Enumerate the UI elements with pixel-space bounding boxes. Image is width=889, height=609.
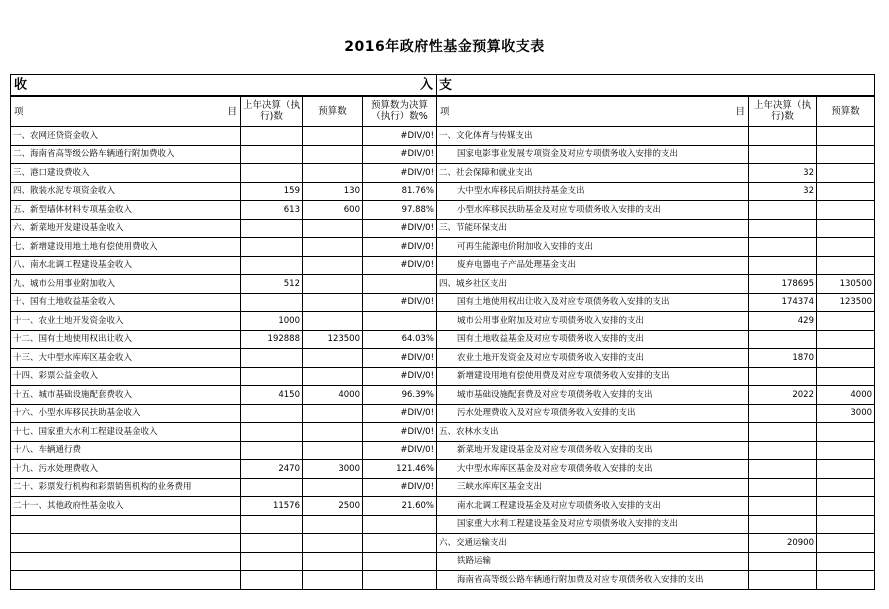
expense-item-cell: 国有土地使用权出让收入及对应专项债务收入安排的支出 [437,293,749,312]
ratio-cell: 121.46% [363,460,437,479]
income-item-cell [11,534,241,553]
ratio-cell: 81.76% [363,182,437,201]
expense-item-cell: 二、社会保障和就业支出 [437,164,749,183]
table-row [11,386,875,405]
budget-cell: 123500 [303,330,363,349]
income-item-cell: 十四、彩票公益金收入 [11,367,241,386]
prev-actual-cell: 192888 [241,330,303,349]
ratio-cell: #DIV/0! [363,367,437,386]
table-row [11,460,875,479]
table-row [11,367,875,386]
exp-prev-actual-header: 上年决算（执行)数 [749,96,817,127]
expense-item-cell: 新菜地开发建设基金及对应专项债务收入安排的支出 [437,441,749,460]
prev-actual-cell [241,552,303,571]
ratio-cell [363,515,437,534]
expense-item-cell: 三峡水库库区基金支出 [437,478,749,497]
budget-cell [303,534,363,553]
exp-prev-actual-cell [749,460,817,479]
income-label-right: 入 [419,77,433,93]
column-header-row [11,96,875,127]
budget-cell [303,293,363,312]
exp-budget-cell [817,145,875,164]
exp-budget-cell [817,330,875,349]
exp-budget-cell [817,182,875,201]
ratio-cell: #DIV/0! [363,293,437,312]
prev-actual-cell: 4150 [241,386,303,405]
exp-prev-actual-cell: 2022 [749,386,817,405]
exp-prev-actual-cell [749,515,817,534]
income-item-cell: 五、新型墙体材料专项基金收入 [11,201,241,220]
expense-item-cell: 大中型水库移民后期扶持基金支出 [437,182,749,201]
budget-cell [303,312,363,331]
table-row [11,201,875,220]
exp-prev-actual-cell [749,219,817,238]
table-row [11,219,875,238]
budget-cell [303,515,363,534]
exp-budget-cell [817,238,875,257]
exp-prev-actual-cell: 32 [749,182,817,201]
expense-item-cell: 城市基础设施配套费及对应专项债务收入安排的支出 [437,386,749,405]
exp-budget-cell [817,219,875,238]
budget-cell [303,275,363,294]
prev-actual-cell [241,293,303,312]
table-row [11,571,875,590]
exp-prev-actual-cell [749,256,817,275]
exp-budget-header: 预算数 [817,96,875,127]
ratio-cell: 64.03% [363,330,437,349]
table-row [11,145,875,164]
section-header-row [11,75,875,97]
budget-cell [303,441,363,460]
income-item-cell: 八、南水北调工程建设基金收入 [11,256,241,275]
budget-header: 预算数 [303,96,363,127]
expense-item-cell: 五、农林水支出 [437,423,749,442]
table-row [11,256,875,275]
expense-item-cell: 国家重大水利工程建设基金及对应专项债务收入安排的支出 [437,515,749,534]
exp-prev-actual-cell [749,404,817,423]
ratio-cell: #DIV/0! [363,164,437,183]
table-row [11,275,875,294]
budget-cell [303,238,363,257]
table-row [11,312,875,331]
expense-section-header: 支 [437,75,875,97]
income-item-cell: 十六、小型水库移民扶助基金收入 [11,404,241,423]
table-row [11,552,875,571]
ratio-cell [363,534,437,553]
prev-actual-cell [241,478,303,497]
exp-prev-actual-cell [749,238,817,257]
income-item-cell: 十九、污水处理费收入 [11,460,241,479]
income-label: 收 [14,77,28,93]
ratio-cell [363,552,437,571]
exp-prev-actual-cell [749,423,817,442]
income-item-cell: 十七、国家重大水利工程建设基金收入 [11,423,241,442]
exp-prev-actual-cell: 429 [749,312,817,331]
table-row [11,330,875,349]
income-item-cell [11,515,241,534]
income-item-cell: 六、新菜地开发建设基金收入 [11,219,241,238]
expense-item-cell: 国家电影事业发展专项资金及对应专项债务收入安排的支出 [437,145,749,164]
table-row [11,534,875,553]
expense-item-cell: 三、节能环保支出 [437,219,749,238]
ratio-cell: #DIV/0! [363,441,437,460]
ratio-cell: 97.88% [363,201,437,220]
budget-cell [303,219,363,238]
prev-actual-cell [241,164,303,183]
income-item-cell: 三、港口建设费收入 [11,164,241,183]
exp-item-header-right: 目 [735,105,745,117]
exp-budget-cell [817,201,875,220]
exp-budget-cell [817,478,875,497]
exp-budget-cell [817,349,875,368]
expense-item-cell: 铁路运输 [437,552,749,571]
prev-actual-cell: 1000 [241,312,303,331]
income-item-cell: 一、农网还贷资金收入 [11,127,241,146]
expense-item-cell: 新增建设用地有偿使用费及对应专项债务收入安排的支出 [437,367,749,386]
prev-actual-cell [241,571,303,590]
prev-actual-cell: 2470 [241,460,303,479]
exp-budget-cell [817,164,875,183]
table-row [11,497,875,516]
exp-budget-cell [817,256,875,275]
prev-actual-cell [241,127,303,146]
budget-cell: 2500 [303,497,363,516]
budget-cell [303,349,363,368]
ratio-cell: #DIV/0! [363,238,437,257]
expense-item-cell: 污水处理费收入及对应专项债务收入安排的支出 [437,404,749,423]
prev-actual-cell: 11576 [241,497,303,516]
income-item-cell: 十三、大中型水库库区基金收入 [11,349,241,368]
table-row [11,515,875,534]
expense-item-cell: 可再生能源电价附加收入安排的支出 [437,238,749,257]
budget-cell [303,571,363,590]
income-item-cell: 十五、城市基础设施配套费收入 [11,386,241,405]
prev-actual-cell [241,534,303,553]
budget-cell [303,127,363,146]
exp-prev-actual-cell: 32 [749,164,817,183]
exp-budget-cell [817,127,875,146]
exp-budget-cell [817,515,875,534]
exp-prev-actual-cell: 1870 [749,349,817,368]
exp-item-header-left: 项 [440,105,450,117]
budget-cell [303,367,363,386]
budget-cell [303,478,363,497]
exp-budget-cell [817,441,875,460]
expense-item-cell: 海南省高等级公路车辆通行附加费及对应专项债务收入安排的支出 [437,571,749,590]
expense-item-header [437,96,749,127]
income-item-cell: 十二、国有土地使用权出让收入 [11,330,241,349]
income-section-header [11,75,437,97]
table-row [11,423,875,442]
exp-budget-cell [817,534,875,553]
expense-item-cell: 一、文化体育与传媒支出 [437,127,749,146]
expense-item-cell: 小型水库移民扶助基金及对应专项债务收入安排的支出 [437,201,749,220]
budget-table [10,74,875,590]
income-item-header [11,96,241,127]
exp-prev-actual-cell [749,201,817,220]
income-item-cell: 七、新增建设用地土地有偿使用费收入 [11,238,241,257]
income-item-cell: 二十、彩票发行机构和彩票销售机构的业务费用 [11,478,241,497]
exp-budget-cell: 123500 [817,293,875,312]
exp-prev-actual-cell [749,330,817,349]
item-header-right: 目 [227,105,237,117]
prev-actual-cell [241,219,303,238]
ratio-cell: #DIV/0! [363,256,437,275]
budget-cell [303,164,363,183]
budget-cell [303,145,363,164]
exp-budget-cell: 3000 [817,404,875,423]
ratio-cell [363,571,437,590]
income-item-cell: 四、散装水泥专项资金收入 [11,182,241,201]
income-item-cell: 二、海南省高等级公路车辆通行附加费收入 [11,145,241,164]
prev-actual-cell [241,423,303,442]
exp-prev-actual-cell: 20900 [749,534,817,553]
item-header-left: 项 [14,105,24,117]
table-row [11,127,875,146]
prev-actual-cell [241,404,303,423]
exp-prev-actual-cell [749,571,817,590]
budget-cell: 130 [303,182,363,201]
prev-actual-cell: 613 [241,201,303,220]
expense-item-cell: 南水北调工程建设基金及对应专项债务收入安排的支出 [437,497,749,516]
table-row [11,164,875,183]
table-row [11,349,875,368]
exp-budget-cell [817,552,875,571]
prev-actual-cell: 512 [241,275,303,294]
ratio-cell: #DIV/0! [363,349,437,368]
expense-item-cell: 农业土地开发资金及对应专项债务收入安排的支出 [437,349,749,368]
prev-actual-cell [241,238,303,257]
prev-actual-cell [241,349,303,368]
ratio-cell: #DIV/0! [363,478,437,497]
income-item-cell: 十一、农业土地开发资金收入 [11,312,241,331]
budget-cell [303,404,363,423]
exp-prev-actual-cell [749,145,817,164]
ratio-cell: #DIV/0! [363,127,437,146]
exp-budget-cell [817,460,875,479]
table-row [11,238,875,257]
prev-actual-cell [241,515,303,534]
exp-budget-cell: 130500 [817,275,875,294]
budget-cell [303,552,363,571]
budget-cell [303,423,363,442]
budget-cell [303,256,363,275]
exp-prev-actual-cell: 178695 [749,275,817,294]
budget-cell: 3000 [303,460,363,479]
prev-actual-header: 上年决算（执行)数 [241,96,303,127]
exp-budget-cell [817,423,875,442]
ratio-cell: #DIV/0! [363,404,437,423]
expense-item-cell: 大中型水库库区基金及对应专项债务收入安排的支出 [437,460,749,479]
ratio-cell [363,312,437,331]
exp-budget-cell [817,571,875,590]
income-item-cell [11,571,241,590]
ratio-header: 预算数为决算（执行）数% [363,96,437,127]
exp-budget-cell [817,367,875,386]
expense-item-cell: 国有土地收益基金及对应专项债务收入安排的支出 [437,330,749,349]
exp-budget-cell: 4000 [817,386,875,405]
expense-item-cell: 城市公用事业附加及对应专项债务收入安排的支出 [437,312,749,331]
exp-prev-actual-cell [749,497,817,516]
expense-item-cell: 四、城乡社区支出 [437,275,749,294]
ratio-cell: 96.39% [363,386,437,405]
page-title: 2016年政府性基金预算收支表 [344,39,545,55]
ratio-cell: 21.60% [363,497,437,516]
income-item-cell: 十、国有土地收益基金收入 [11,293,241,312]
prev-actual-cell [241,145,303,164]
exp-prev-actual-cell [749,478,817,497]
ratio-cell: #DIV/0! [363,423,437,442]
income-item-cell [11,552,241,571]
prev-actual-cell [241,367,303,386]
prev-actual-cell [241,441,303,460]
prev-actual-cell: 159 [241,182,303,201]
table-row [11,441,875,460]
ratio-cell [363,275,437,294]
ratio-cell: #DIV/0! [363,145,437,164]
income-item-cell: 二十一、其他政府性基金收入 [11,497,241,516]
exp-prev-actual-cell: 174374 [749,293,817,312]
exp-budget-cell [817,312,875,331]
table-row [11,404,875,423]
table-row [11,182,875,201]
income-item-cell: 十八、车辆通行费 [11,441,241,460]
table-row [11,293,875,312]
income-item-cell: 九、城市公用事业附加收入 [11,275,241,294]
table-row [11,478,875,497]
prev-actual-cell [241,256,303,275]
budget-cell: 4000 [303,386,363,405]
exp-prev-actual-cell [749,127,817,146]
exp-prev-actual-cell [749,552,817,571]
ratio-cell: #DIV/0! [363,219,437,238]
exp-budget-cell [817,497,875,516]
expense-item-cell: 六、交通运输支出 [437,534,749,553]
exp-prev-actual-cell [749,367,817,386]
budget-cell: 600 [303,201,363,220]
expense-item-cell: 废弃电器电子产品处理基金支出 [437,256,749,275]
exp-prev-actual-cell [749,441,817,460]
